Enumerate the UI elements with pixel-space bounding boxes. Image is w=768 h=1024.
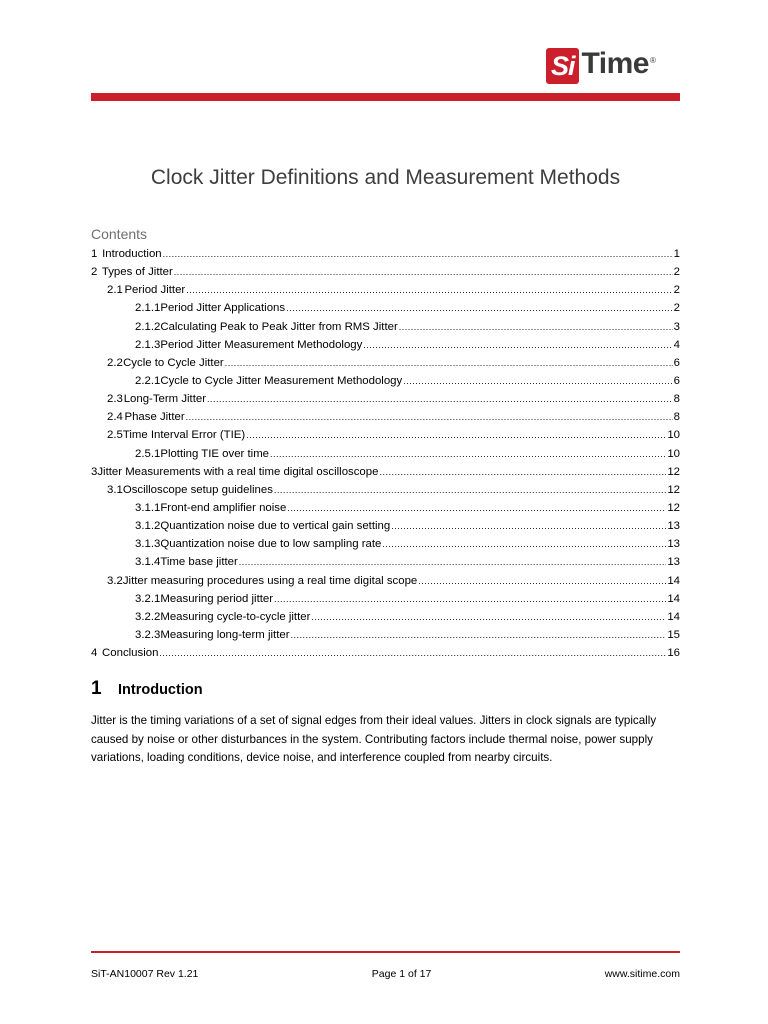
section-body: Jitter is the timing variations of a set of signal edges from their ideal values. Jitters in clock signals are typically caused by noise or other disturbances in the system. Contributing factors include thermal noise, power supply variations, loading conditions, device noise, and interference coupled from nearby circuits. — [91, 714, 657, 764]
toc-dot-leader — [286, 299, 673, 317]
toc-dot-leader — [225, 354, 673, 372]
toc-entry-number: 2.2 — [107, 356, 123, 369]
toc-dot-leader — [379, 463, 666, 481]
toc-entry-title: Oscilloscope setup guidelines — [122, 483, 273, 496]
toc-entry[interactable] — [91, 608, 680, 626]
logo-registered-mark: ® — [650, 56, 656, 65]
toc-entry-page: 2 — [673, 302, 680, 315]
toc-dot-leader — [174, 263, 673, 281]
toc-dot-leader — [207, 390, 673, 408]
toc-dot-leader — [246, 426, 666, 444]
toc-entry-title: Period Jitter — [124, 284, 186, 297]
toc-entry-page: 8 — [673, 393, 680, 406]
toc-dot-leader — [363, 336, 672, 354]
toc-entry[interactable] — [91, 426, 680, 444]
toc-entry[interactable] — [91, 245, 680, 263]
toc-dot-leader — [399, 318, 673, 336]
document-title: Clock Jitter Definitions and Measurement Methods — [150, 166, 621, 189]
section-heading — [91, 678, 203, 700]
toc-entry[interactable] — [91, 318, 680, 336]
toc-entry-title: Measuring cycle-to-cycle jitter — [160, 610, 311, 623]
toc-entry-page: 4 — [673, 338, 680, 351]
header-rule — [91, 93, 680, 101]
toc-entry-title: Front-end amplifier noise — [160, 501, 287, 514]
toc-entry-page: 2 — [673, 284, 680, 297]
toc-entry-title: Calculating Peak to Peak Jitter from RMS Jitter — [160, 320, 398, 333]
toc-entry-number: 2.3 — [107, 393, 123, 406]
toc-entry-number: 3.2.2 — [135, 610, 161, 623]
logo-time-text: Time — [581, 47, 649, 80]
toc-entry-page: 14 — [667, 610, 680, 623]
toc-entry[interactable] — [91, 336, 680, 354]
footer-website: www.sitime.com — [604, 968, 680, 980]
toc-entry[interactable] — [91, 372, 680, 390]
sitime-logo — [546, 40, 656, 84]
toc-entry-title: Time Interval Error (TIE) — [122, 429, 246, 442]
toc-dot-leader — [274, 590, 666, 608]
toc-entry-title: Types of Jitter — [101, 266, 173, 279]
toc-entry-page: 14 — [667, 592, 680, 605]
toc-entry-page: 13 — [667, 556, 680, 569]
toc-entry-title: Cycle to Cycle Jitter — [123, 356, 224, 369]
toc-dot-leader — [239, 553, 667, 571]
toc-entry-page: 15 — [667, 628, 680, 641]
toc-entry-page: 3 — [673, 320, 680, 333]
page-footer — [91, 968, 680, 980]
footer-page-number: Page 1 of 17 — [371, 968, 432, 980]
toc-entry-page: 13 — [667, 538, 680, 551]
toc-entry[interactable] — [91, 299, 680, 317]
toc-entry[interactable] — [91, 644, 680, 662]
toc-entry-number: 2.2.1 — [135, 374, 161, 387]
toc-entry[interactable] — [91, 354, 680, 372]
toc-dot-leader — [403, 372, 672, 390]
toc-entry-page: 6 — [673, 374, 680, 387]
toc-dot-leader — [159, 644, 666, 662]
toc-entry-page: 10 — [667, 429, 680, 442]
toc-entry-number: 3.2.3 — [135, 628, 161, 641]
toc-entry[interactable] — [91, 499, 680, 517]
section-number: 1 — [91, 678, 102, 699]
toc-entry-number: 3.1 — [107, 483, 123, 496]
toc-dot-leader — [274, 481, 666, 499]
toc-entry-number: 2.1.2 — [135, 320, 161, 333]
toc-dot-leader — [418, 572, 666, 590]
contents-heading: Contents — [91, 226, 148, 242]
toc-entry-title: Cycle to Cycle Jitter Measurement Methodology — [160, 374, 403, 387]
footer-doc-id: SiT-AN10007 Rev 1.21 — [91, 968, 199, 980]
toc-entry-title: Long-Term Jitter — [123, 393, 207, 406]
toc-entry-title: Jitter measuring procedures using a real time digital scope — [122, 574, 418, 587]
toc-entry-number: 2.5.1 — [135, 447, 161, 460]
toc-entry-number: 4 — [91, 647, 98, 660]
toc-entry[interactable] — [91, 263, 680, 281]
toc-entry-number: 2.4 — [107, 411, 123, 424]
toc-entry-number: 3.1.1 — [135, 501, 161, 514]
toc-entry-number: 3 — [91, 465, 98, 478]
toc-entry[interactable] — [91, 445, 680, 463]
toc-entry-title: Phase Jitter — [124, 411, 185, 424]
toc-entry-page: 14 — [667, 574, 680, 587]
toc-dot-leader — [186, 408, 673, 426]
toc-entry[interactable] — [91, 553, 680, 571]
toc-entry-title: Period Jitter Applications — [160, 302, 286, 315]
toc-entry[interactable] — [91, 535, 680, 553]
toc-entry-title: Conclusion — [102, 647, 159, 660]
toc-entry-title: Quantization noise due to low sampling rate — [160, 538, 382, 551]
toc-entry[interactable] — [91, 281, 680, 299]
toc-entry-title: Period Jitter Measurement Methodology — [160, 338, 363, 351]
toc-entry-number: 2.1.3 — [135, 338, 161, 351]
toc-dot-leader — [290, 626, 666, 644]
toc-entry[interactable] — [91, 390, 680, 408]
toc-entry-page: 6 — [673, 356, 680, 369]
toc-entry-page: 1 — [673, 248, 680, 260]
toc-dot-leader — [270, 445, 666, 463]
toc-entry-number: 3.1.2 — [135, 520, 161, 533]
toc-entry-number: 2.5 — [107, 429, 123, 442]
toc-dot-leader — [287, 499, 666, 517]
toc-entry[interactable] — [91, 463, 680, 481]
toc-entry-page: 8 — [673, 411, 680, 424]
toc-entry[interactable] — [91, 626, 680, 644]
logo-si-mark: Si — [546, 48, 579, 84]
toc-entry-number: 2.1 — [107, 284, 123, 297]
toc-entry[interactable] — [91, 517, 680, 535]
toc-entry[interactable] — [91, 572, 680, 590]
toc-dot-leader — [163, 245, 673, 263]
toc-entry-title: Measuring period jitter — [160, 592, 274, 605]
toc-entry-title: Time base jitter — [160, 556, 238, 569]
toc-entry-number: 1 — [91, 248, 98, 260]
toc-dot-leader — [391, 517, 666, 535]
toc-entry[interactable] — [91, 481, 680, 499]
toc-entry-number: 3.2 — [107, 574, 123, 587]
toc-entry[interactable] — [91, 408, 680, 426]
toc-entry-number: 3.1.4 — [135, 556, 161, 569]
toc-entry-page: 16 — [667, 647, 680, 660]
toc-entry-page: 12 — [667, 483, 680, 496]
table-of-contents — [91, 245, 680, 662]
toc-entry[interactable] — [91, 590, 680, 608]
toc-entry-title: Measuring long-term jitter — [160, 628, 290, 641]
toc-dot-leader — [311, 608, 666, 626]
toc-entry-page: 13 — [667, 520, 680, 533]
toc-dot-leader — [186, 281, 672, 299]
section-title: Introduction — [118, 682, 203, 698]
toc-entry-number: 2.1.1 — [135, 302, 161, 315]
footer-rule — [91, 951, 680, 953]
toc-entry-title: Plotting TIE over time — [160, 447, 270, 460]
toc-entry-number: 3.1.3 — [135, 538, 161, 551]
toc-entry-title: Introduction — [102, 248, 162, 260]
toc-entry-page: 12 — [667, 501, 680, 514]
toc-entry-page: 2 — [673, 266, 680, 279]
toc-entry-number: 2 — [91, 266, 98, 279]
toc-entry-page: 12 — [667, 465, 680, 478]
toc-entry-page: 10 — [667, 447, 680, 460]
toc-entry-number: 3.2.1 — [135, 592, 161, 605]
toc-dot-leader — [382, 535, 666, 553]
toc-entry-title: Jitter Measurements with a real time digital oscilloscope — [97, 465, 379, 478]
toc-entry-title: Quantization noise due to vertical gain setting — [160, 520, 391, 533]
